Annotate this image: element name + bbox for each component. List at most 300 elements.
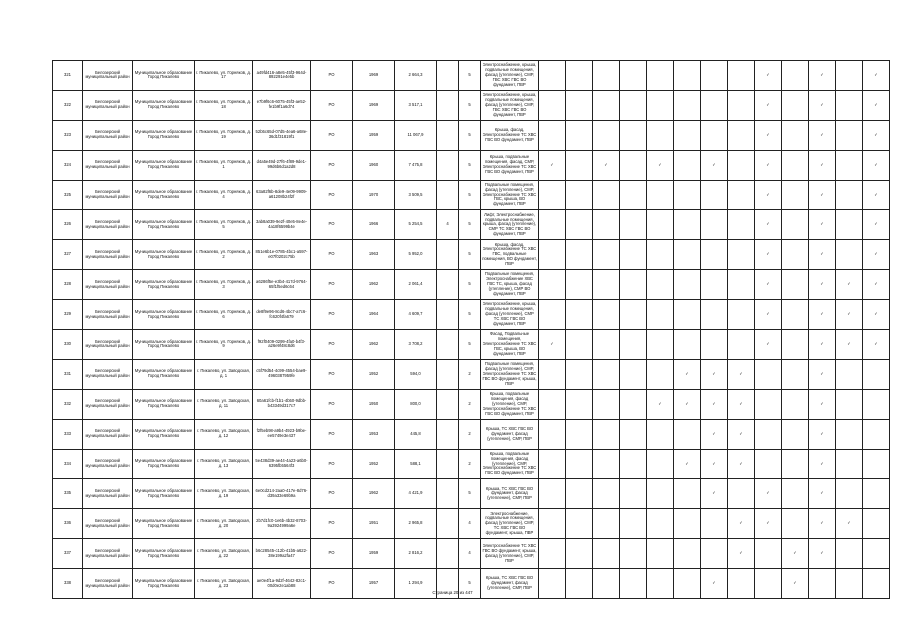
page-number: Страница 20 из 447	[432, 590, 473, 595]
fund-code-cell: РО	[311, 509, 353, 539]
work-type-mark-cell	[782, 479, 809, 509]
address-cell: г. Пикалево, ул. Заводская, д. 22	[195, 539, 253, 569]
guid-cell: e7b9f6c6-6075-45f3-ae52-fe1b9f1a6d74	[253, 90, 311, 120]
work-type-mark-cell	[782, 419, 809, 449]
area-cell: 5 254,5	[395, 210, 437, 240]
works-cell: Крыша, ТС ХВС ГВС ВО фундамент, фасад (утепление), СМР, ПВР	[481, 569, 539, 599]
work-type-mark-cell	[593, 479, 620, 509]
work-type-mark-cell	[674, 509, 701, 539]
guid-cell: a49fd416-a8e5-45f3-964d-892291e4e5b	[253, 61, 311, 91]
checkmark-icon: ✓	[874, 161, 878, 167]
elevators-cell	[437, 270, 459, 300]
checkmark-icon: ✓	[766, 490, 770, 496]
address-cell: г. Пикалево, ул. Горняков, д. 17	[195, 61, 253, 91]
work-type-mark-cell	[647, 270, 674, 300]
year-cell: 1970	[353, 180, 395, 210]
work-type-mark-cell	[701, 240, 728, 270]
table-row	[53, 240, 890, 270]
work-type-mark-cell	[728, 270, 755, 300]
work-type-mark-cell	[647, 539, 674, 569]
year-cell: 1953	[353, 419, 395, 449]
work-type-mark-cell	[782, 449, 809, 479]
table-row	[53, 389, 890, 419]
address-cell: г. Пикалево, ул. Заводская, д. 12	[195, 419, 253, 449]
row-number: 330	[53, 330, 83, 360]
checkmark-icon: ✓	[712, 430, 716, 436]
guid-cell: 60a61fcb-f1b1-4b50-9dbb-b43349d317c7	[253, 389, 311, 419]
work-type-mark-cell	[782, 539, 809, 569]
work-type-mark-cell	[782, 180, 809, 210]
work-type-mark-cell	[755, 449, 782, 479]
checkmark-icon: ✓	[766, 71, 770, 77]
municipality-cell: Муниципальное образование Город Пикалево	[133, 180, 195, 210]
work-type-mark-cell	[863, 90, 890, 120]
floors-cell: 4	[459, 539, 481, 569]
checkmark-icon: ✓	[685, 460, 689, 466]
work-type-mark-cell	[566, 180, 593, 210]
work-type-mark-cell	[809, 180, 836, 210]
work-type-mark-cell	[674, 389, 701, 419]
elevators-cell	[437, 300, 459, 330]
work-type-mark-cell	[593, 90, 620, 120]
work-type-mark-cell	[674, 479, 701, 509]
work-type-mark-cell	[647, 61, 674, 91]
guid-cell: c5f79d54-4c99-4554-bae9-4960387959fe	[253, 359, 311, 389]
guid-cell: 851e6b1e-0785-4bc1-a597-e07f0202c75b	[253, 240, 311, 270]
fund-code-cell: РО	[311, 539, 353, 569]
checkmark-icon: ✓	[874, 341, 878, 346]
work-type-mark-cell	[647, 240, 674, 270]
work-type-mark-cell	[728, 539, 755, 569]
floors-cell: 5	[459, 120, 481, 150]
work-type-mark-cell	[647, 180, 674, 210]
work-type-mark-cell	[566, 150, 593, 180]
work-type-mark-cell	[647, 300, 674, 330]
work-type-mark-cell	[620, 300, 647, 330]
works-cell: Крыша, ТС ХВС ГВС ВО фундамент, фасад (утепление), СМР, ПВР	[481, 479, 539, 509]
work-type-mark-cell	[620, 240, 647, 270]
work-type-mark-cell	[755, 240, 782, 270]
work-type-mark-cell	[701, 419, 728, 449]
work-type-mark-cell	[782, 389, 809, 419]
work-type-mark-cell	[863, 61, 890, 91]
checkmark-icon: ✓	[820, 281, 824, 287]
work-type-mark-cell	[836, 539, 863, 569]
municipality-cell: Муниципальное образование Город Пикалево	[133, 90, 195, 120]
work-type-mark-cell	[620, 539, 647, 569]
fund-code-cell: РО	[311, 300, 353, 330]
floors-cell: 5	[459, 569, 481, 599]
year-cell: 1962	[353, 479, 395, 509]
work-type-mark-cell	[809, 61, 836, 91]
work-type-mark-cell	[701, 539, 728, 569]
floors-cell: 5	[459, 270, 481, 300]
work-type-mark-cell	[647, 210, 674, 240]
work-type-mark-cell	[566, 539, 593, 569]
work-type-mark-cell	[782, 509, 809, 539]
checkmark-icon: ✓	[712, 490, 716, 496]
table-row	[53, 539, 890, 569]
address-cell: г. Пикалево, ул. Горняков, д. 4	[195, 180, 253, 210]
work-type-mark-cell	[836, 330, 863, 360]
checkmark-icon: ✓	[793, 550, 797, 556]
elevators-cell	[437, 449, 459, 479]
floors-cell: 2	[459, 389, 481, 419]
district-cell: Белозерский муниципальный район	[83, 61, 133, 91]
district-cell: Белозерский муниципальный район	[83, 180, 133, 210]
address-cell: г. Пикалево, ул. Горняков, д. 5	[195, 210, 253, 240]
work-type-mark-cell	[647, 389, 674, 419]
guid-cell: 63a82f6b-8de9-4e09-9909-a61208b24f2f	[253, 180, 311, 210]
table-row	[53, 449, 890, 479]
work-type-mark-cell	[809, 539, 836, 569]
work-type-mark-cell	[539, 90, 566, 120]
table-row	[53, 150, 890, 180]
checkmark-icon: ✓	[820, 430, 824, 436]
work-type-mark-cell	[755, 389, 782, 419]
checkmark-icon: ✓	[874, 191, 878, 197]
area-cell: 5 952,0	[395, 240, 437, 270]
guid-cell: 3ab8a039-9e2f-40e5-8e4e-4a18f6599b4e	[253, 210, 311, 240]
work-type-mark-cell	[539, 359, 566, 389]
checkmark-icon: ✓	[766, 191, 770, 197]
elevators-cell	[437, 120, 459, 150]
work-type-mark-cell	[566, 419, 593, 449]
work-type-mark-cell	[566, 61, 593, 91]
work-type-mark-cell	[620, 180, 647, 210]
checkmark-icon: ✓	[766, 311, 770, 317]
elevators-cell	[437, 61, 459, 91]
year-cell: 1966	[353, 210, 395, 240]
work-type-mark-cell	[647, 359, 674, 389]
year-cell: 1957	[353, 569, 395, 599]
work-type-mark-cell	[620, 479, 647, 509]
work-type-mark-cell	[809, 359, 836, 389]
checkmark-icon: ✓	[739, 370, 743, 376]
works-cell: Электроснабжение, крыша, подвальные помещения, фасад (утепление), СМР, ГВС ХВС ГВС ВО фундамент, ПВР	[481, 90, 539, 120]
work-type-mark-cell	[674, 240, 701, 270]
elevators-cell	[437, 180, 459, 210]
municipality-cell: Муниципальное образование Город Пикалево	[133, 61, 195, 91]
table-row	[53, 90, 890, 120]
table-row	[53, 359, 890, 389]
work-type-mark-cell	[674, 539, 701, 569]
district-cell: Белозерский муниципальный район	[83, 359, 133, 389]
fund-code-cell: РО	[311, 180, 353, 210]
checkmark-icon: ✓	[874, 251, 878, 257]
checkmark-icon: ✓	[766, 161, 770, 167]
checkmark-icon: ✓	[820, 490, 824, 496]
work-type-mark-cell	[593, 270, 620, 300]
year-cell: 1963	[353, 240, 395, 270]
work-type-mark-cell	[755, 330, 782, 360]
address-cell: г. Пикалево, ул. Горняков, д. 1	[195, 150, 253, 180]
address-cell: г. Пикалево, ул. Заводская, д. 1	[195, 359, 253, 389]
work-type-mark-cell	[701, 389, 728, 419]
floors-cell: 2	[459, 419, 481, 449]
checkmark-icon: ✓	[820, 370, 824, 376]
work-type-mark-cell	[755, 90, 782, 120]
checkmark-icon: ✓	[712, 161, 716, 167]
work-type-mark-cell	[566, 90, 593, 120]
work-type-mark-cell	[728, 120, 755, 150]
work-type-mark-cell	[863, 449, 890, 479]
district-cell: Белозерский муниципальный район	[83, 270, 133, 300]
fund-code-cell: РО	[311, 120, 353, 150]
work-type-mark-cell	[620, 270, 647, 300]
works-cell: Крыша, подвальные помещения, фасад (утепление), СМР, Электроснабжение ТС ХВС ГВС ВО фундамент, ПВР	[481, 389, 539, 419]
work-type-mark-cell	[674, 419, 701, 449]
floors-cell: 4	[459, 509, 481, 539]
fund-code-cell: РО	[311, 150, 353, 180]
work-type-mark-cell	[539, 539, 566, 569]
elevators-cell	[437, 330, 459, 360]
work-type-mark-cell	[593, 240, 620, 270]
checkmark-icon: ✓	[874, 101, 878, 107]
work-type-mark-cell	[809, 449, 836, 479]
row-number: 338	[53, 569, 83, 599]
elevators-cell	[437, 240, 459, 270]
work-type-mark-cell	[566, 120, 593, 150]
district-cell: Белозерский муниципальный район	[83, 240, 133, 270]
guid-cell: ae0e4f1a-9d2f-4642-82c1-00d0e2e1ab88	[253, 569, 311, 599]
work-type-mark-cell	[566, 389, 593, 419]
work-type-mark-cell	[863, 539, 890, 569]
work-type-mark-cell	[809, 240, 836, 270]
work-type-mark-cell	[755, 419, 782, 449]
area-cell: 588,1	[395, 449, 437, 479]
checkmark-icon: ✓	[739, 430, 743, 436]
works-cell: Электроснабжение, крыша, подвальные помещения, фасад (утепление), СМР, ГВС ХВС ГВС ВО фундамент, ПВР	[481, 61, 539, 91]
year-cell: 1952	[353, 449, 395, 479]
fund-code-cell: РО	[311, 479, 353, 509]
checkmark-icon: ✓	[874, 281, 878, 287]
year-cell: 1950	[353, 389, 395, 419]
fund-code-cell: РО	[311, 330, 353, 360]
work-type-mark-cell	[701, 150, 728, 180]
municipality-cell: Муниципальное образование Город Пикалево	[133, 120, 195, 150]
fund-code-cell: РО	[311, 569, 353, 599]
fund-code-cell: РО	[311, 419, 353, 449]
work-type-mark-cell	[836, 509, 863, 539]
checkmark-icon: ✓	[820, 251, 824, 257]
work-type-mark-cell	[755, 270, 782, 300]
address-cell: г. Пикалево, ул. Заводская, д. 13	[195, 449, 253, 479]
district-cell: Белозерский муниципальный район	[83, 120, 133, 150]
checkmark-icon: ✓	[739, 460, 743, 466]
work-type-mark-cell	[782, 90, 809, 120]
year-cell: 1959	[353, 539, 395, 569]
district-cell: Белозерский муниципальный район	[83, 479, 133, 509]
work-type-mark-cell	[755, 509, 782, 539]
work-type-mark-cell	[809, 150, 836, 180]
work-type-mark-cell	[701, 330, 728, 360]
year-cell: 1951	[353, 509, 395, 539]
table-row	[53, 330, 890, 360]
work-type-mark-cell	[593, 330, 620, 360]
checkmark-icon: ✓	[847, 311, 851, 317]
works-cell: Электроснабжение, крыша, подвальные помещения, фасад (утепление), СМР ТС ХВС ГВС ВО фундамент, ПВР	[481, 300, 539, 330]
work-type-mark-cell	[539, 150, 566, 180]
district-cell: Белозерский муниципальный район	[83, 569, 133, 599]
elevators-cell	[437, 90, 459, 120]
address-cell: г. Пикалево, ул. Горняков, д. 2	[195, 240, 253, 270]
table-row	[53, 300, 890, 330]
district-cell: Белозерский муниципальный район	[83, 210, 133, 240]
municipality-cell: Муниципальное образование Город Пикалево	[133, 449, 195, 479]
works-cell: Подвальные помещения, фасад (утепление), СМР, Электроснабжение ТС ХВС ГВС ВО фундамент, крыша, ПВР	[481, 359, 539, 389]
guid-cell: 52b5c65d-07d5-4ea6-a68e-36d1f31819f1	[253, 120, 311, 150]
work-type-mark-cell	[593, 539, 620, 569]
work-type-mark-cell	[701, 359, 728, 389]
work-type-mark-cell	[647, 419, 674, 449]
municipality-cell: Муниципальное образование Город Пикалево	[133, 240, 195, 270]
row-number: 323	[53, 120, 83, 150]
work-type-mark-cell	[728, 449, 755, 479]
guid-cell: f2f5eb98-a9b4-4923-b9be-ee5749e3e437	[253, 419, 311, 449]
checkmark-icon: ✓	[739, 400, 743, 406]
work-type-mark-cell	[566, 240, 593, 270]
work-type-mark-cell	[863, 120, 890, 150]
work-type-mark-cell	[620, 61, 647, 91]
floors-cell: 2	[459, 449, 481, 479]
work-type-mark-cell	[809, 419, 836, 449]
area-cell: 445,8	[395, 419, 437, 449]
area-cell: 4 421,9	[395, 479, 437, 509]
work-type-mark-cell	[674, 300, 701, 330]
floors-cell: 5	[459, 240, 481, 270]
year-cell: 1960	[353, 150, 395, 180]
work-type-mark-cell	[674, 150, 701, 180]
work-type-mark-cell	[836, 90, 863, 120]
work-type-mark-cell	[593, 389, 620, 419]
area-cell: 2 664,3	[395, 61, 437, 91]
year-cell: 1969	[353, 61, 395, 91]
elevators-cell: 4	[437, 210, 459, 240]
checkmark-icon: ✓	[820, 101, 824, 107]
checkmark-icon: ✓	[874, 311, 878, 317]
work-type-mark-cell	[701, 61, 728, 91]
checkmark-icon: ✓	[739, 550, 743, 556]
works-cell: Электроснабжение ТС ХВС ГВС ВО фундамент, крыша, фасад (утепление), СМР, ПВР	[481, 539, 539, 569]
work-type-mark-cell	[701, 449, 728, 479]
table-row	[53, 419, 890, 449]
work-type-mark-cell	[728, 240, 755, 270]
work-type-mark-cell	[539, 210, 566, 240]
work-type-mark-cell	[836, 120, 863, 150]
work-type-mark-cell	[836, 270, 863, 300]
row-number: 321	[53, 61, 83, 91]
checkmark-icon: ✓	[712, 400, 716, 406]
work-type-mark-cell	[755, 210, 782, 240]
work-type-mark-cell	[809, 210, 836, 240]
year-cell: 1962	[353, 330, 395, 360]
area-cell: 2 965,8	[395, 509, 437, 539]
work-type-mark-cell	[593, 449, 620, 479]
address-cell: г. Пикалево, ул. Заводская, д. 19	[195, 479, 253, 509]
works-cell: Крыша, фасад, Электроснабжение ТС ХВС ГВС ВО фундамент, ПВР	[481, 120, 539, 150]
checkmark-icon: ✓	[766, 281, 770, 287]
row-number: 337	[53, 539, 83, 569]
municipality-cell: Муниципальное образование Город Пикалево	[133, 539, 195, 569]
work-type-mark-cell	[539, 120, 566, 150]
area-cell: 3 517,1	[395, 90, 437, 120]
checkmark-icon: ✓	[874, 131, 878, 137]
floors-cell: 5	[459, 300, 481, 330]
work-type-mark-cell	[620, 419, 647, 449]
district-cell: Белозерский муниципальный район	[83, 389, 133, 419]
checkmark-icon: ✓	[847, 341, 851, 346]
work-type-mark-cell	[701, 479, 728, 509]
work-type-mark-cell	[728, 419, 755, 449]
work-type-mark-cell	[755, 539, 782, 569]
work-type-mark-cell	[836, 479, 863, 509]
fund-code-cell: РО	[311, 359, 353, 389]
work-type-mark-cell	[647, 509, 674, 539]
address-cell: г. Пикалево, ул. Горняков, д. 9	[195, 330, 253, 360]
checkmark-icon: ✓	[766, 341, 770, 346]
checkmark-icon: ✓	[820, 311, 824, 317]
floors-cell: 5	[459, 210, 481, 240]
work-type-mark-cell	[566, 359, 593, 389]
guid-cell: d4a5e49d-27f6-4f89-9de1-99d6b6d1a2d8	[253, 150, 311, 180]
address-cell: г. Пикалево, ул. Заводская, д. 23	[195, 569, 253, 599]
work-type-mark-cell	[674, 120, 701, 150]
work-type-mark-cell	[755, 359, 782, 389]
municipality-cell: Муниципальное образование Город Пикалево	[133, 389, 195, 419]
work-type-mark-cell	[809, 120, 836, 150]
address-cell: г. Пикалево, ул. Заводская, д. 11	[195, 389, 253, 419]
district-cell: Белозерский муниципальный район	[83, 419, 133, 449]
work-type-mark-cell	[566, 300, 593, 330]
floors-cell: 2	[459, 359, 481, 389]
table-row	[53, 210, 890, 240]
work-type-mark-cell	[755, 61, 782, 91]
work-type-mark-cell	[728, 509, 755, 539]
work-type-mark-cell	[593, 419, 620, 449]
area-cell: 4 609,7	[395, 300, 437, 330]
municipality-cell: Муниципальное образование Город Пикалево	[133, 479, 195, 509]
work-type-mark-cell	[809, 509, 836, 539]
municipality-cell: Муниципальное образование Город Пикалево	[133, 300, 195, 330]
work-type-mark-cell	[809, 300, 836, 330]
work-type-mark-cell	[620, 90, 647, 120]
checkmark-icon: ✓	[820, 161, 824, 167]
work-type-mark-cell	[863, 419, 890, 449]
work-type-mark-cell	[782, 210, 809, 240]
area-cell: 7 475,8	[395, 150, 437, 180]
area-cell: 2 061,4	[395, 270, 437, 300]
work-type-mark-cell	[647, 120, 674, 150]
work-type-mark-cell	[539, 330, 566, 360]
work-type-mark-cell	[539, 180, 566, 210]
works-cell: Крыша, подвальные помещения, фасад (утепление), СМР, Электроснабжение ТС ХВС ГВС ВО фундамент, ПВР	[481, 449, 539, 479]
elevators-cell	[437, 150, 459, 180]
row-number: 324	[53, 150, 83, 180]
work-type-mark-cell	[836, 300, 863, 330]
work-type-mark-cell	[647, 150, 674, 180]
area-cell: 594,0	[395, 359, 437, 389]
work-type-mark-cell	[593, 120, 620, 150]
address-cell: г. Пикалево, ул. Горняков, д. 3	[195, 270, 253, 300]
area-cell: 2 816,2	[395, 539, 437, 569]
guid-cell: f92f0409-0299-4fa0-b4f3-a26e9f48c8d6	[253, 330, 311, 360]
work-type-mark-cell	[863, 300, 890, 330]
work-type-mark-cell	[836, 61, 863, 91]
floors-cell: 5	[459, 180, 481, 210]
work-type-mark-cell	[566, 330, 593, 360]
elevators-cell	[437, 389, 459, 419]
